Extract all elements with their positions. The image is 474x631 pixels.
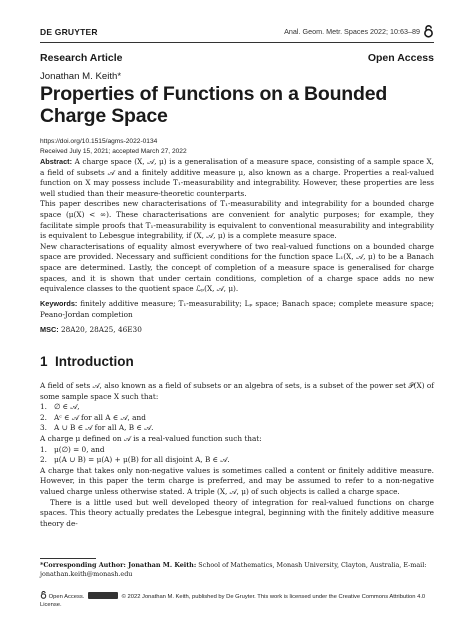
header-divider [40,42,434,43]
abstract [40,157,434,295]
author-name: Jonathan M. Keith* [40,71,122,82]
running-header [40,0,434,40]
open-access-label: Open Access [367,52,434,64]
intro-paragraph-2: A charge μ defined on 𝒜 is a real-valued function such that: [40,433,262,443]
license-text: © 2022 Jonathan M. Keith, published by De Gruyter. This work is licensed under the Creative Commons Attribution 4.0 License. [40,594,426,609]
abstract-label: Abstract: [40,157,73,166]
intro-paragraph-4: There is a little used but well developed theory of integration for real-valued functions on charge spaces. This theory actually predates the Lebesgue integral, beginning with the finitely additive measure theory de- [40,497,434,528]
section-number: 1 [40,354,48,369]
intro-paragraph-1: A field of sets 𝒜, also known as a field of subsets or an algebra of sets, is a subset of the power set 𝒫(X) of some sample space X such that: [40,381,434,401]
msc-label: MSC: [40,325,59,334]
abstract-paragraph-2: This paper describes new characterisations of T₁-measurability and integrability for a bounded charge space (μ(X) < ∞). These characterisations are convenient for analytic purposes; for example, they facilitate simple proofs that T₁-measurability is equivalent to conventional measurability and integrability is equivalent to Lebesgue integrability, if (X, 𝒜, μ) is a complete measure space. [40,199,434,241]
received-dates: Received July 15, 2021; accepted March 27, 2022 [40,147,187,155]
introduction-body [40,381,434,529]
journal-citation: Anal. Geom. Metr. Spaces 2022; 10:63–89 [284,27,420,36]
section-heading [40,354,134,369]
keywords-text: finitely additive measure; T₁-measurability; Lₚ space; Banach space; complete measure space; Peano-Jordan completion [40,299,434,319]
list-item: 2. Aᶜ ∈ 𝒜 for all A ∈ 𝒜, and [40,412,146,422]
license-open-access: Open Access. [48,594,85,600]
abstract-paragraph-1 [40,157,434,199]
section-title: Introduction [55,354,134,369]
abstract-paragraph-3: New characterisations of equality almost everywhere of two real-valued functions on a bounded charge space are provided. Necessary and sufficient conditions for the function space L₁(X, 𝒜, μ) to be a Banach space are determined. Lastly, the concept of completion of a measure space is generalised for charge spaces, and it is shown that under certain conditions, completion of a charge space adds no new equivalence classes to the quotient space ℒₚ(X, 𝒜, μ). [40,241,434,294]
list-item: 3. A ∪ B ∈ 𝒜 for all A, B ∈ 𝒜. [40,423,154,433]
doi-link[interactable]: https://doi.org/10.1515/agms-2022-0134 [40,138,158,145]
intro-paragraph-3: A charge that takes only non-negative values is sometimes called a content or finitely additive measure. However, in this paper the term charge is preferred, and may be assumed to refer to a non-negative valued charge unless otherwise stated. A triple (X, 𝒜, μ) of such objects is called a charge space. [40,465,434,496]
open-access-icon [423,25,434,38]
list-item: 1. ∅ ∈ 𝒜, [40,402,80,412]
article-meta [40,137,187,156]
article-type: Research Article [40,52,123,64]
publisher-name: DE GRUYTER [40,27,98,37]
msc-codes [40,325,434,336]
list-item: 2. μ(A ∪ B) = μ(A) + μ(B) for all disjoint A, B ∈ 𝒜. [40,455,230,465]
keywords-label: Keywords: [40,299,78,308]
footnote-divider [40,558,96,559]
license-statement [40,591,434,610]
abstract-text-1: A charge space (X, 𝒜, μ) is a generalisation of a measure space, consisting of a sample space X, a field of subsets 𝒜 and a finitely additive measure μ, also known as a charge. Properties a real-valued function on X may possess include T₁-measurability and integrability. However, these properties are less well studied than their measure-theoretic counterparts. [40,157,434,198]
msc-text: 28A20, 28A25, 46E30 [60,325,142,334]
keywords [40,299,434,320]
list-item: 1. μ(∅) = 0, and [40,444,105,454]
footnote-text: School of Mathematics, Monash University, Clayton, Australia, E-mail: jonathan.keith@monash.edu [40,561,427,579]
cc-by-badge-icon [88,592,118,599]
corresponding-author-footnote [40,561,434,579]
charge-axioms-list [40,445,434,466]
field-axioms-list [40,402,434,434]
footnote-label: *Corresponding Author: Jonathan M. Keith: [40,561,197,569]
paper-title: Properties of Functions on a Bounded Charge Space [40,83,388,127]
open-access-icon [40,591,47,599]
